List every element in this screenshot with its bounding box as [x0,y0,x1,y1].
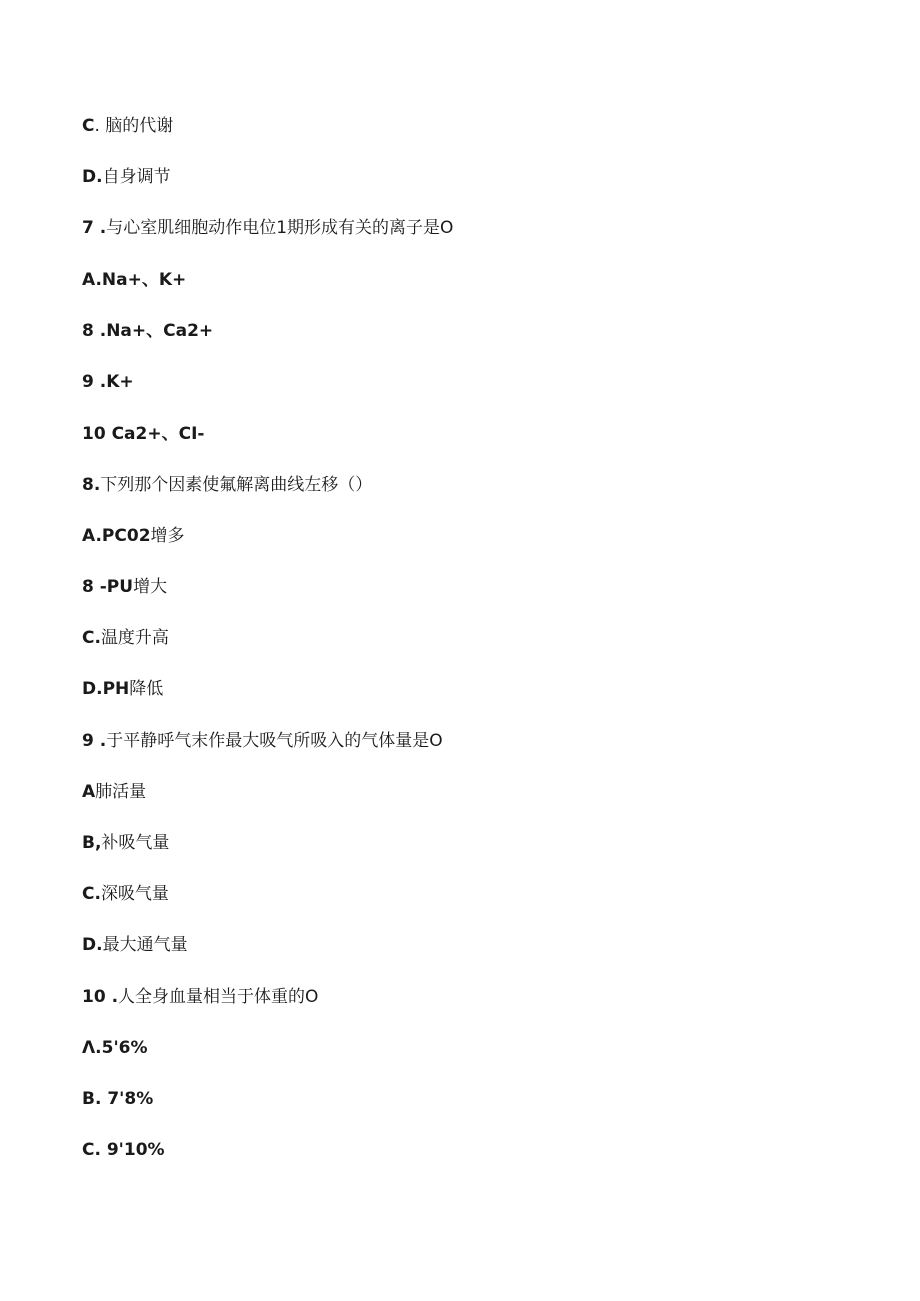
question-8 [82,473,372,497]
line-text: 温度升高 [100,628,169,648]
q7-option-d [82,422,204,446]
line-text: . 脑的代谢 [94,116,174,136]
line-text: 增大 [133,577,168,597]
question-7 [82,216,453,240]
q10-option-a [82,1036,148,1060]
q9-option-d [82,933,188,957]
line-text: 自身调节 [102,167,171,187]
q8-option-c [82,626,169,650]
line-marker: 8 -PU [82,577,134,597]
line-marker: A [82,782,96,802]
question-text: 于平静呼气末作最大吸气所吸入的气体量是O [106,731,443,751]
question-number: 10 . [82,987,119,1007]
line-marker: D.PH [82,679,130,699]
question-9 [82,729,443,753]
line-text: 补吸气量 [101,833,170,853]
q10-option-c [82,1138,165,1162]
line-marker: C. [82,628,101,648]
line-marker: B, [82,833,102,853]
question-text: 人全身血量相当于体重的O [118,987,319,1007]
line-marker: 10 Ca2+、CI- [82,424,205,444]
line-marker: A.Na+、K+ [82,270,187,290]
q10-option-b [82,1087,153,1111]
q7-option-c [82,370,134,394]
q7-option-b [82,319,213,343]
question-number: 8. [82,475,101,495]
line-text: 深吸气量 [100,884,169,904]
line-marker: B. 7'8% [82,1089,154,1109]
line-text: 降低 [129,679,164,699]
line-text: 增多 [150,526,185,546]
line-marker: C. [82,884,101,904]
question-number: 7 . [82,218,107,238]
question-10 [82,985,318,1009]
q7-option-a [82,268,186,292]
line-text: 肺活量 [95,782,147,802]
q9-option-b [82,831,169,855]
option-c-brain-metabolism [82,114,173,138]
q8-option-b [82,575,167,599]
q9-option-a [82,780,146,804]
option-d-autoregulation [82,165,171,189]
q9-option-c [82,882,169,906]
line-marker: 8 .Na+、Ca2+ [82,321,214,341]
question-number: 9 . [82,731,107,751]
question-text: 下列那个因素使氟解离曲线左移（） [100,475,373,495]
line-marker: Λ.5'6% [82,1038,148,1058]
q8-option-a [82,524,185,548]
line-marker: D. [82,935,103,955]
line-marker: D. [82,167,103,187]
line-text: 最大通气量 [102,935,188,955]
line-marker: 9 .K+ [82,372,134,392]
question-text: 与心室肌细胞动作电位1期形成有关的离子是O [106,218,454,238]
line-marker: A.PC02 [82,526,151,546]
line-marker: C. 9'10% [82,1140,165,1160]
line-marker: C [82,116,95,136]
q8-option-d [82,677,163,701]
